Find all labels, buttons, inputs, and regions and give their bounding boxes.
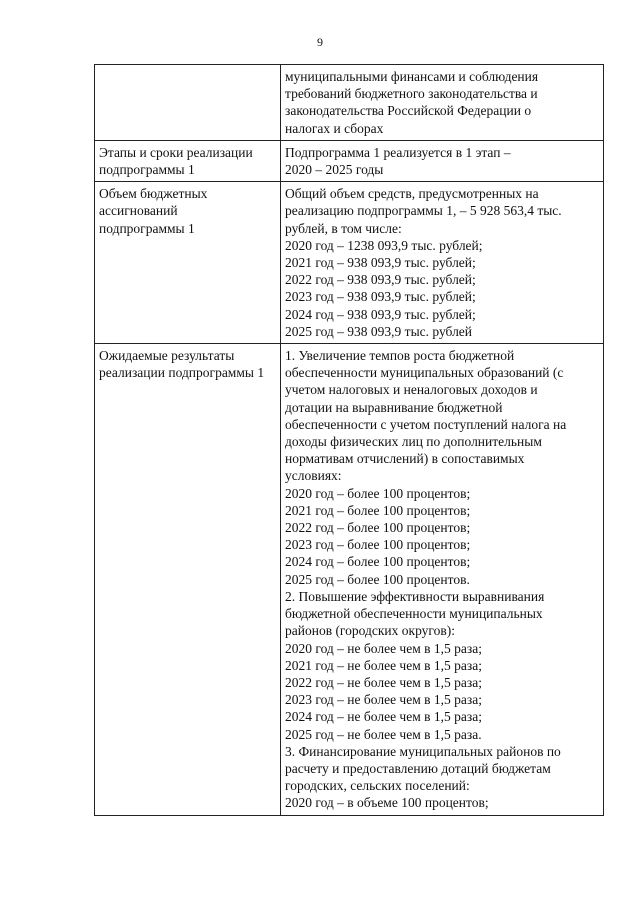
- text-line: 1. Увеличение темпов роста бюджетной: [285, 348, 515, 364]
- table-row: [95, 182, 604, 344]
- text-line: городских, сельских поселений:: [285, 778, 470, 794]
- text-line: законодательства Российской Федерации о: [285, 103, 532, 119]
- text-line: 2025 год – 938 093,9 тыс. рублей: [285, 323, 473, 339]
- row-label-results: [95, 344, 281, 815]
- text-line: 2023 год – 938 093,9 тыс. рублей;: [285, 289, 476, 305]
- text-line: 2024 год – не более чем в 1,5 раза;: [285, 709, 482, 725]
- text-line: 2025 год – не более чем в 1,5 раза.: [285, 726, 482, 742]
- subprogram-passport-table: [94, 64, 604, 816]
- text-line: Ожидаемые результаты: [99, 348, 235, 364]
- text-line: Общий объем средств, предусмотренных на: [285, 186, 539, 202]
- value-lines: [285, 144, 599, 178]
- text-line: 2020 год – в объеме 100 процентов;: [285, 795, 489, 811]
- text-line: 2020 год – более 100 процентов;: [285, 485, 471, 501]
- table-row: [95, 344, 604, 815]
- text-line: рублей, в том числе:: [285, 220, 402, 236]
- text-line: доходы физических лиц по дополнительным: [285, 434, 542, 450]
- text-line: районов (городских округов):: [285, 623, 455, 639]
- text-line: муниципальными финансами и соблюдения: [285, 69, 539, 84]
- row-value-objectives-continued: [281, 65, 604, 141]
- text-line: 2024 год – 938 093,9 тыс. рублей;: [285, 306, 476, 322]
- value-lines: [285, 185, 599, 340]
- text-line: 2021 год – 938 093,9 тыс. рублей;: [285, 255, 476, 271]
- text-line: реализации подпрограммы 1: [99, 365, 265, 381]
- text-line: реализацию подпрограммы 1, – 5 928 563,4 тыс.: [285, 203, 562, 219]
- value-lines: [285, 68, 599, 137]
- table-row: [95, 140, 604, 181]
- text-line: подпрограммы 1: [99, 220, 195, 236]
- text-line: обеспеченности муниципальных образований (с: [285, 365, 564, 381]
- row-value-results: [281, 344, 604, 815]
- label-lines: [99, 144, 276, 178]
- row-value-stages: [281, 140, 604, 181]
- text-line: 3. Финансирование муниципальных районов по: [285, 743, 561, 759]
- table-row: [95, 65, 604, 141]
- text-line: ассигнований: [99, 203, 178, 219]
- text-line: 2022 год – не более чем в 1,5 раза;: [285, 674, 482, 690]
- text-line: дотации на выравнивание бюджетной: [285, 399, 503, 415]
- row-label-budget: [95, 182, 281, 344]
- row-value-budget: [281, 182, 604, 344]
- text-line: 2020 год – 1238 093,9 тыс. рублей;: [285, 237, 483, 253]
- text-line: 2020 год – не более чем в 1,5 раза;: [285, 640, 482, 656]
- text-line: 2023 год – не более чем в 1,5 раза;: [285, 692, 482, 708]
- text-line: 2025 год – более 100 процентов.: [285, 571, 470, 587]
- page-number: 9: [317, 35, 323, 49]
- text-line: 2021 год – более 100 процентов;: [285, 502, 471, 518]
- text-line: подпрограммы 1: [99, 162, 195, 178]
- text-line: Подпрограмма 1 реализуется в 1 этап –: [285, 144, 511, 160]
- text-line: учетом налоговых и неналоговых доходов и: [285, 382, 538, 398]
- text-line: 2. Повышение эффективности выравнивания: [285, 588, 545, 604]
- text-line: бюджетной обеспеченности муниципальных: [285, 606, 543, 622]
- text-line: 2023 год – более 100 процентов;: [285, 537, 471, 553]
- text-line: 2024 год – более 100 процентов;: [285, 554, 471, 570]
- label-lines: [99, 185, 276, 237]
- text-line: 2020 – 2025 годы: [285, 162, 384, 178]
- text-line: условиях:: [285, 468, 342, 484]
- text-line: обеспеченности с учетом поступлений налога на: [285, 416, 567, 432]
- text-line: 2021 год – не более чем в 1,5 раза;: [285, 657, 482, 673]
- text-line: требований бюджетного законодательства и: [285, 86, 538, 102]
- text-line: расчету и предоставлению дотаций бюджетам: [285, 760, 551, 776]
- value-lines: [285, 347, 599, 811]
- text-line: 2022 год – 938 093,9 тыс. рублей;: [285, 272, 476, 288]
- row-label-empty: [95, 65, 281, 141]
- text-line: нормативам отчислений) в сопоставимых: [285, 451, 525, 467]
- text-line: 2022 год – более 100 процентов;: [285, 520, 471, 536]
- row-label-stages: [95, 140, 281, 181]
- text-line: налогах и сборах: [285, 120, 384, 136]
- label-lines: [99, 347, 276, 381]
- text-line: Этапы и сроки реализации: [99, 144, 253, 160]
- text-line: Объем бюджетных: [99, 186, 208, 202]
